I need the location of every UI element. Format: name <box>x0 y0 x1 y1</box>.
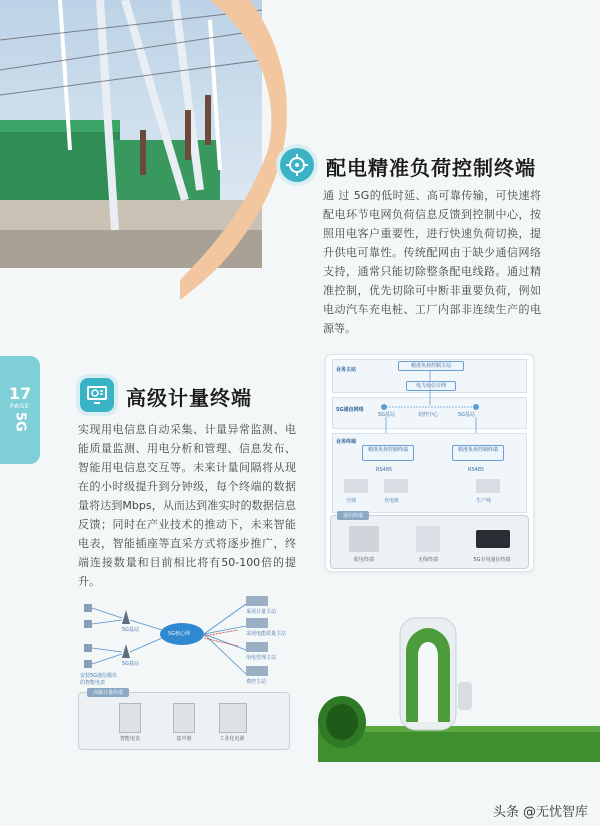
crosshair-icon <box>280 148 314 182</box>
panel-item-label: 5G专用通信终端 <box>473 557 511 563</box>
device-label: 空调 <box>346 498 357 504</box>
device-label: 生产线 <box>476 498 492 504</box>
terminal-box: 精准负荷控制终端 <box>452 445 504 461</box>
router-photo <box>476 530 510 548</box>
monitor-chart-icon <box>80 378 114 412</box>
device-charger <box>384 479 408 493</box>
diagram-row-master: 业务主站 <box>332 359 527 393</box>
smart-meter-note: 安装5G通信模块的智能电表 <box>80 673 118 686</box>
page-label: PAGE <box>10 403 30 410</box>
power-network-box: 电力通信专网 <box>406 381 456 391</box>
rs485-label: RS485 <box>376 467 393 473</box>
base-station-label: 5G基站 <box>378 412 396 418</box>
power-supply-photo <box>219 703 247 733</box>
watermark: 头条 @无忧智库 <box>492 805 588 820</box>
master-label: 费控主站 <box>246 679 267 685</box>
device-production-line <box>476 479 500 493</box>
comm-terminal-panel <box>330 515 529 569</box>
ev-charger-illustration <box>318 612 600 762</box>
page-number: 17 <box>8 384 32 403</box>
page-tag: 5G <box>12 412 28 432</box>
base-station-label: 5G基站 <box>122 627 140 633</box>
device-photo <box>416 526 440 552</box>
metering-terminal-panel <box>78 692 290 750</box>
device-photo <box>349 526 379 552</box>
master-label: 采用电能质量主站 <box>246 631 287 637</box>
terminal-box: 精准负荷控制终端 <box>362 445 414 461</box>
load-control-diagram <box>325 354 534 572</box>
device-label: 充电桩 <box>384 498 400 504</box>
rs485-label: RS485 <box>468 467 485 473</box>
panel-item-label: 集中器 <box>176 736 192 742</box>
section2-title: 高级计量终端 <box>126 386 252 410</box>
section1-title: 配电精准负荷控制终端 <box>326 156 536 180</box>
smart-meter-photo <box>119 703 141 733</box>
panel-item-label: 智能电表 <box>119 736 140 742</box>
panel-item-label: 无线终端 <box>417 557 438 563</box>
diagram-row-terminal: 业务终端 <box>332 433 527 513</box>
device-air-conditioner <box>344 479 368 493</box>
section2-paragraph: 实现用电信息自动采集、计量异常监测、电能质量监测、用电分析和管理、信息发布、智能用电信息交互等。未来计量间隔将从现在的小时级提升到分钟级，每个终端的数据量将达到Mbps，从而达到准实时的数据信息反馈；同时在产业技术的推动下，未来智能电表，智能插座等直采方式将逐步推广，终端连接数量和目前相比将有50-100倍的提升。 <box>78 423 296 588</box>
base-station-label: 5G基站 <box>458 412 476 418</box>
page-tab <box>0 356 40 464</box>
panel-item-label: 配电终端 <box>353 557 374 563</box>
metering-diagram <box>78 590 288 750</box>
concentrator-photo <box>173 703 195 733</box>
core-network-label: 5G核心网 <box>168 631 191 637</box>
master-label: 采用计量主站 <box>246 609 277 615</box>
panel-item-label: 工业化电源 <box>219 736 245 742</box>
core-label: 切控中心 <box>418 412 439 418</box>
master-label: 用电管理主站 <box>246 655 277 661</box>
base-station-label: 5G基站 <box>122 661 140 667</box>
diagram-row-network: 5G通信网络 <box>332 397 527 429</box>
master-station-box: 精准负荷控制主站 <box>398 361 464 371</box>
panel-title: 高级计量终端 <box>87 688 129 697</box>
section1-paragraph: 通 过 5G的低时延、高可靠传输，可快速将配电环节电网负荷信息反馈到控制中心，按照用电客户重要性，进行快速负荷切换，提升供电可靠性。传统配网由于缺少通信网络支持，通常只能切除整条配电线路。通过精准控制，优先切除可中断非重要负荷，例如电动汽车充电桩、工厂内部非连续生产的电源等。 <box>323 189 541 335</box>
panel-title: 通信终端 <box>337 511 369 520</box>
